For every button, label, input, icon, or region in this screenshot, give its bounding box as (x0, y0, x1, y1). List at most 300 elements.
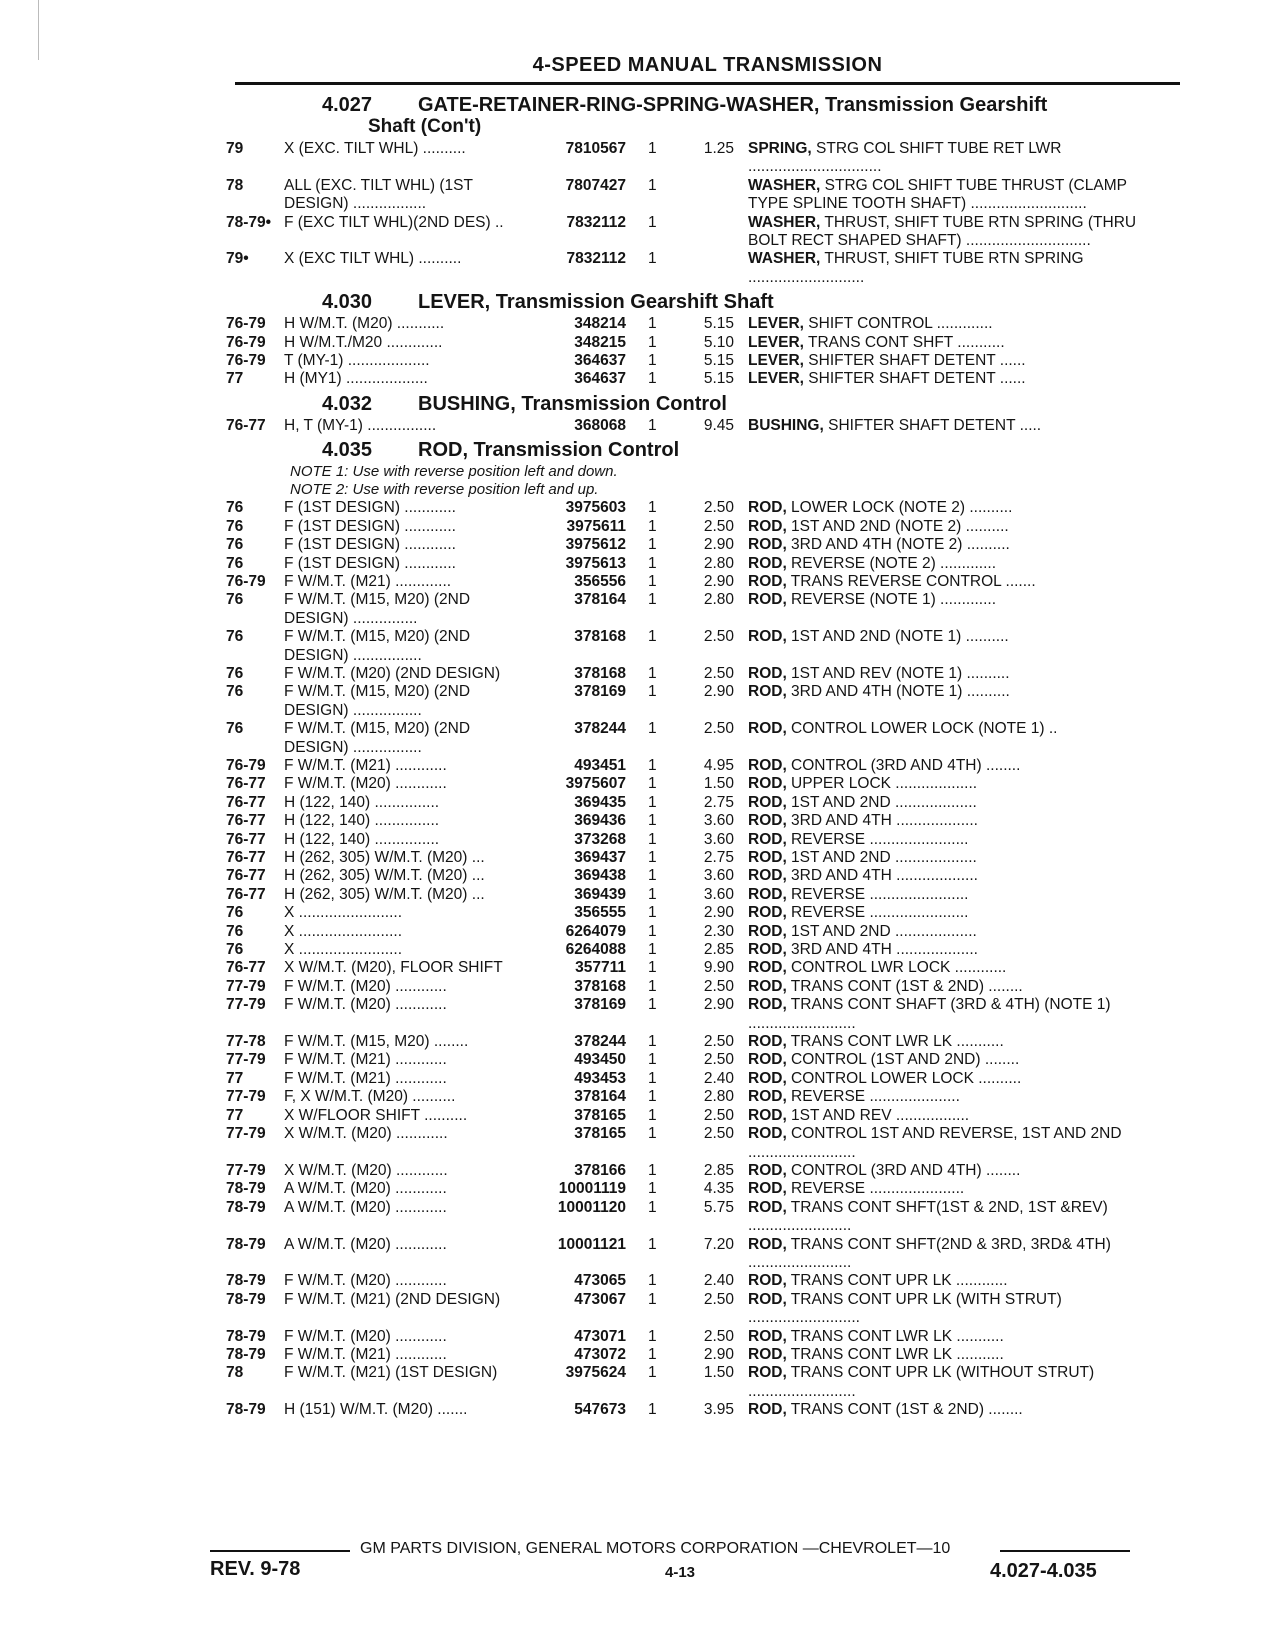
part-number: 378165 (574, 1125, 626, 1143)
description-keyword: ROD, (748, 1125, 787, 1143)
model-years: 77-78 (226, 1033, 266, 1051)
part-number: 3975624 (565, 1364, 626, 1382)
price: 3.95 (703, 1401, 734, 1419)
model-years: 76-77 (226, 885, 266, 903)
description-keyword: ROD, (748, 1364, 787, 1382)
part-number: 369436 (574, 812, 626, 830)
quantity: 1 (648, 333, 657, 351)
description-text: 1ST AND 2ND (NOTE 1) .......... (786, 628, 1009, 646)
application: X W/M.T. (M20) ............ (284, 1125, 448, 1143)
description-keyword: LEVER, (748, 315, 804, 333)
description (748, 315, 1168, 333)
description-keyword: ROD, (748, 793, 787, 811)
application: F W/M.T. (M20) ............ (284, 996, 447, 1014)
description-text: TRANS CONT LWR LK ........... (786, 1345, 1004, 1363)
description-keyword: ROD, (748, 628, 787, 646)
model-years: 76-79 (226, 315, 266, 333)
application: A W/M.T. (M20) ............ (284, 1180, 447, 1198)
quantity: 1 (648, 213, 657, 231)
description-text: 3RD AND 4TH (NOTE 1) .......... (786, 683, 1010, 701)
model-years: 76-77 (226, 849, 266, 866)
quantity: 1 (648, 591, 657, 609)
description-keyword: ROD, (748, 977, 787, 995)
description-text: CONTROL (3RD AND 4TH) ........ (786, 1161, 1021, 1179)
model-years: 77-79 (226, 1125, 266, 1143)
price: 2.50 (703, 977, 734, 995)
description-text: TRANS CONT (1ST & 2ND) ........ (786, 1401, 1023, 1419)
part-row (226, 177, 1186, 214)
part-number: 7832112 (566, 250, 626, 268)
price: 3.60 (703, 812, 734, 830)
price: 5.10 (703, 333, 734, 351)
model-years: 76 (226, 536, 244, 554)
application: A W/M.T. (M20) ............ (284, 1235, 447, 1253)
description-text: REVERSE ....................... (786, 885, 969, 903)
footer-corporation: GM PARTS DIVISION, GENERAL MOTORS CORPORATION —CHEVROLET—10 (360, 1540, 951, 1557)
application: F W/M.T. (M15, M20) (2ND DESIGN) ............... (284, 591, 471, 627)
quantity: 1 (648, 1106, 657, 1124)
part-row (226, 1088, 1186, 1106)
description (748, 923, 1168, 941)
part-row (226, 140, 1186, 177)
description-text: TRANS CONT SHFT ........... (803, 333, 1005, 351)
application: F W/M.T. (M21) ............. (284, 572, 452, 590)
description (748, 1088, 1168, 1106)
description-text: LOWER LOCK (NOTE 2) .......... (786, 499, 1013, 517)
description (748, 941, 1168, 959)
part-row (226, 1272, 1186, 1290)
application: F W/M.T. (M21) (1ST DESIGN) (284, 1364, 498, 1382)
model-years: 76-77 (226, 812, 266, 830)
quantity: 1 (648, 1033, 657, 1051)
description-keyword: ROD, (748, 1327, 787, 1345)
section-note: NOTE 2: Use with reverse position left and up. (290, 481, 599, 499)
description-text: REVERSE ....................... (786, 904, 969, 922)
description-text: THRUST, SHIFT TUBE RTN SPRING (THRU BOLT RECT SHAPED SHAFT) ............................. (748, 213, 1137, 250)
revision-label: REV. 9-78 (210, 1558, 301, 1580)
part-row (226, 941, 1186, 959)
application: H (122, 140) ............... (284, 830, 440, 848)
section-number: 4.030 (322, 291, 373, 314)
part-row (226, 1364, 1186, 1401)
quantity: 1 (648, 315, 657, 333)
description-keyword: ROD, (748, 849, 787, 866)
description (748, 849, 1168, 867)
model-years: 76 (226, 628, 244, 646)
price: 1.50 (703, 1364, 734, 1382)
part-row (226, 250, 1186, 287)
description (748, 1364, 1168, 1401)
description-keyword: ROD, (748, 683, 787, 701)
part-row (226, 315, 1186, 333)
application: F (EXC TILT WHL)(2ND DES) .. (284, 213, 504, 231)
description-keyword: ROD, (748, 1198, 787, 1216)
part-number: 493451 (574, 756, 626, 774)
application: T (MY-1) ................... (284, 352, 430, 370)
description (748, 978, 1168, 996)
part-number: 368068 (574, 416, 626, 434)
price: 3.60 (703, 830, 734, 848)
part-row (226, 555, 1186, 573)
quantity: 1 (648, 977, 657, 995)
price: 2.50 (703, 664, 734, 682)
section-number: 4.032 (322, 392, 373, 415)
quantity: 1 (648, 1345, 657, 1363)
price: 2.80 (703, 554, 734, 572)
application: F W/M.T. (M21) ............ (284, 1345, 447, 1363)
description-text: 3RD AND 4TH (NOTE 2) .......... (786, 536, 1010, 554)
description-text: REVERSE ..................... (786, 1088, 960, 1106)
description-keyword: ROD, (748, 756, 787, 774)
quantity: 1 (648, 1051, 657, 1069)
description-keyword: ROD, (748, 1272, 787, 1290)
application: F W/M.T. (M15, M20) ........ (284, 1033, 469, 1051)
section-number: 4.035 (322, 439, 373, 462)
part-number: 378164 (574, 1088, 626, 1106)
description (748, 959, 1168, 977)
price: 2.30 (703, 922, 734, 940)
part-number: 378169 (574, 996, 626, 1014)
part-row (226, 214, 1186, 251)
part-row (226, 334, 1186, 352)
part-number: 3975607 (565, 775, 626, 793)
description (748, 1107, 1168, 1125)
quantity: 1 (648, 517, 657, 535)
description-keyword: ROD, (748, 959, 787, 977)
quantity: 1 (648, 885, 657, 903)
part-number: 378169 (574, 683, 626, 701)
part-row (226, 996, 1186, 1033)
model-years: 76-77 (226, 416, 266, 434)
part-number: 378244 (574, 1033, 626, 1051)
part-row (226, 1125, 1186, 1162)
footer-rule-right (1000, 1550, 1130, 1552)
part-number: 364637 (574, 352, 626, 370)
quantity: 1 (648, 1161, 657, 1179)
description (748, 904, 1168, 922)
description-keyword: ROD, (748, 830, 787, 848)
quantity: 1 (648, 499, 657, 517)
quantity: 1 (648, 250, 657, 268)
model-years: 77 (226, 370, 244, 388)
part-row (226, 370, 1186, 388)
description (748, 665, 1168, 683)
quantity: 1 (648, 1290, 657, 1308)
application: F (1ST DESIGN) ............ (284, 517, 456, 535)
description-text: UPPER LOCK ................... (786, 775, 978, 793)
part-row (226, 1236, 1186, 1273)
description-keyword: ROD, (748, 1088, 787, 1106)
quantity: 1 (648, 370, 657, 388)
description (748, 1236, 1168, 1273)
quantity: 1 (648, 352, 657, 370)
part-row (226, 794, 1186, 812)
quantity: 1 (648, 176, 657, 194)
description-text: TRANS CONT SHFT(2ND & 3RD, 3RD& 4TH) ........................ (748, 1235, 1111, 1271)
description (748, 334, 1168, 352)
description (748, 1180, 1168, 1198)
part-row (226, 1401, 1186, 1419)
description-text: TRANS CONT SHAFT (3RD & 4TH) (NOTE 1) ......................... (748, 996, 1111, 1032)
section-heading (226, 94, 1186, 138)
price: 4.95 (703, 756, 734, 774)
part-number: 10001121 (557, 1235, 626, 1253)
application: H (122, 140) ............... (284, 812, 440, 830)
description-text: CONTROL (1ST AND 2ND) ........ (786, 1051, 1020, 1069)
parts-listing (226, 90, 1186, 1420)
application: F (1ST DESIGN) ............ (284, 554, 456, 572)
quantity: 1 (648, 1069, 657, 1087)
application: H (262, 305) W/M.T. (M20) ... (284, 885, 485, 903)
quantity: 1 (648, 959, 657, 977)
model-years: 78-79 (226, 1401, 266, 1419)
application: F (1ST DESIGN) ............ (284, 499, 456, 517)
part-row (226, 1162, 1186, 1180)
quantity: 1 (648, 664, 657, 682)
quantity: 1 (648, 830, 657, 848)
description (748, 757, 1168, 775)
model-years: 76 (226, 904, 244, 922)
part-number: 369435 (574, 793, 626, 811)
price: 2.40 (703, 1272, 734, 1290)
model-years: 76-79 (226, 352, 266, 370)
description (748, 683, 1168, 701)
page-number: 4-13 (665, 1564, 696, 1581)
quantity: 1 (648, 996, 657, 1014)
description-text: 3RD AND 4TH ................... (786, 812, 978, 830)
price: 2.90 (703, 536, 734, 554)
quantity: 1 (648, 1180, 657, 1198)
description (748, 417, 1168, 435)
model-years: 78 (226, 176, 244, 194)
description-text: STRG COL SHIFT TUBE RET LWR ............................... (748, 140, 1062, 176)
page-footer (210, 1540, 1170, 1620)
description (748, 1033, 1168, 1051)
model-years: 76-79 (226, 572, 266, 590)
description (748, 1401, 1168, 1419)
model-years: 76 (226, 941, 244, 959)
part-number: 348214 (574, 315, 626, 333)
part-number: 473071 (574, 1327, 626, 1345)
description-keyword: ROD, (748, 775, 787, 793)
application: F W/M.T. (M21) ............ (284, 1069, 447, 1087)
section-title-line (226, 94, 1186, 116)
description-keyword: ROD, (748, 1106, 787, 1124)
description (748, 886, 1168, 904)
part-row (226, 775, 1186, 793)
part-number: 369439 (574, 885, 626, 903)
description (748, 370, 1168, 388)
model-years: 77 (226, 1106, 244, 1124)
model-years: 77-79 (226, 1051, 266, 1069)
price: 2.90 (703, 996, 734, 1014)
scan-edge-mark (38, 0, 39, 60)
description-text: TRANS CONT LWR LK ........... (786, 1327, 1004, 1345)
model-years: 76 (226, 517, 244, 535)
quantity: 1 (648, 793, 657, 811)
model-years: 76 (226, 499, 244, 517)
description-keyword: LEVER, (748, 352, 804, 370)
description-keyword: ROD, (748, 572, 787, 590)
model-years: 76-77 (226, 775, 266, 793)
quantity: 1 (648, 1364, 657, 1382)
application: H (122, 140) ............... (284, 793, 440, 811)
part-number: 473072 (574, 1345, 626, 1363)
description-keyword: ROD, (748, 1033, 787, 1051)
price: 9.45 (703, 416, 734, 434)
description-keyword: ROD, (748, 922, 787, 940)
application: X W/FLOOR SHIFT .......... (284, 1106, 468, 1124)
model-years: 77-79 (226, 977, 266, 995)
price: 2.50 (703, 1033, 734, 1051)
part-row (226, 757, 1186, 775)
price: 2.50 (703, 1051, 734, 1069)
part-row (226, 352, 1186, 370)
price: 2.50 (703, 720, 734, 738)
description-text: TRANS CONT UPR LK (WITH STRUT) .......................... (748, 1290, 1062, 1327)
part-row (226, 1070, 1186, 1088)
part-row (226, 867, 1186, 885)
description-text: 1ST AND REV ................. (786, 1106, 970, 1124)
part-number: 3975613 (565, 554, 626, 572)
model-years: 76-77 (226, 830, 266, 848)
description (748, 1070, 1168, 1088)
description-keyword: WASHER, (748, 213, 821, 231)
model-years: 76 (226, 664, 244, 682)
model-years: 76-79 (226, 333, 266, 351)
part-number: 3975612 (565, 536, 626, 554)
application: X ........................ (284, 904, 402, 922)
application: H (MY1) ................... (284, 370, 428, 388)
part-row (226, 499, 1186, 517)
description (748, 831, 1168, 849)
description (748, 214, 1168, 251)
description-keyword: ROD, (748, 1051, 787, 1069)
part-row (226, 536, 1186, 554)
page-title: 4-SPEED MANUAL TRANSMISSION (532, 54, 883, 76)
price: 5.15 (703, 315, 734, 333)
description-text: SHIFT CONTROL ............. (803, 315, 993, 333)
application: A W/M.T. (M20) ............ (284, 1198, 447, 1216)
quantity: 1 (648, 812, 657, 830)
application: F W/M.T. (M15, M20) (2ND DESIGN) ................ (284, 683, 471, 719)
description-keyword: ROD, (748, 517, 787, 535)
application: H W/M.T. (M20) ........... (284, 315, 445, 333)
description (748, 250, 1168, 287)
model-years: 76 (226, 591, 244, 609)
application: H W/M.T./M20 ............. (284, 333, 443, 351)
model-years: 78-79 (226, 1327, 266, 1345)
description-keyword: ROD, (748, 499, 787, 517)
application: H (262, 305) W/M.T. (M20) ... (284, 867, 485, 885)
description (748, 518, 1168, 536)
description (748, 628, 1168, 646)
price: 2.90 (703, 572, 734, 590)
description (748, 1199, 1168, 1236)
section-title-line (226, 291, 1186, 313)
part-number: 378168 (574, 664, 626, 682)
description (748, 996, 1168, 1033)
model-years: 76-77 (226, 959, 266, 977)
part-number: 7832112 (566, 213, 626, 231)
page-header (235, 52, 1180, 85)
application: F W/M.T. (M21) ............ (284, 1051, 447, 1069)
quantity: 1 (648, 1198, 657, 1216)
description-keyword: ROD, (748, 1069, 787, 1087)
section-block (226, 94, 1186, 287)
part-row (226, 1051, 1186, 1069)
part-number: 493450 (574, 1051, 626, 1069)
description (748, 775, 1168, 793)
description-text: 1ST AND 2ND ................... (786, 793, 977, 811)
application: F W/M.T. (M21) (2ND DESIGN) (284, 1290, 501, 1308)
price: 2.75 (703, 793, 734, 811)
part-number: 364637 (574, 370, 626, 388)
application: X W/M.T. (M20) ............ (284, 1161, 448, 1179)
application: X W/M.T. (M20), FLOOR SHIFT (284, 959, 503, 977)
description (748, 591, 1168, 609)
part-number: 473065 (574, 1272, 626, 1290)
quantity: 1 (648, 554, 657, 572)
part-row (226, 665, 1186, 683)
part-row (226, 923, 1186, 941)
section-title: LEVER, Transmission Gearshift Shaft (418, 291, 774, 314)
model-years: 77-79 (226, 1088, 266, 1106)
description (748, 1291, 1168, 1328)
description (748, 140, 1168, 177)
part-number: 378168 (574, 628, 626, 646)
price: 2.90 (703, 1345, 734, 1363)
description (748, 1328, 1168, 1346)
part-row (226, 591, 1186, 628)
description-text: 1ST AND REV (NOTE 1) .......... (786, 664, 1010, 682)
section-block (226, 439, 1186, 1419)
price: 3.60 (703, 867, 734, 885)
model-years: 78-79 (226, 1345, 266, 1363)
price: 2.90 (703, 683, 734, 701)
part-number: 378244 (574, 720, 626, 738)
quantity: 1 (648, 941, 657, 959)
price: 9.90 (703, 959, 734, 977)
part-number: 6264088 (565, 941, 626, 959)
model-years: 78-79 (226, 1272, 266, 1290)
model-years: 77 (226, 1069, 244, 1087)
description (748, 352, 1168, 370)
description-text: TRANS REVERSE CONTROL ....... (786, 572, 1036, 590)
model-years: 78 (226, 1364, 244, 1382)
quantity: 1 (648, 572, 657, 590)
application: X ........................ (284, 922, 402, 940)
part-number: 369437 (574, 849, 626, 866)
part-row (226, 812, 1186, 830)
description-text: THRUST, SHIFT TUBE RTN SPRING ........................... (748, 250, 1084, 286)
description-text: SHIFTER SHAFT DETENT ..... (823, 416, 1042, 434)
description-text: TRANS CONT UPR LK (WITHOUT STRUT) ......................... (748, 1364, 1095, 1400)
section-range: 4.027-4.035 (990, 1560, 1097, 1582)
description (748, 555, 1168, 573)
description-text: SHIFTER SHAFT DETENT ...... (803, 370, 1026, 388)
description (748, 573, 1168, 591)
quantity: 1 (648, 416, 657, 434)
part-row (226, 1033, 1186, 1051)
price: 5.15 (703, 370, 734, 388)
price: 5.15 (703, 352, 734, 370)
description-text: 3RD AND 4TH ................... (786, 941, 978, 959)
quantity: 1 (648, 922, 657, 940)
quantity: 1 (648, 904, 657, 922)
part-row (226, 417, 1186, 435)
description-keyword: ROD, (748, 1235, 787, 1253)
